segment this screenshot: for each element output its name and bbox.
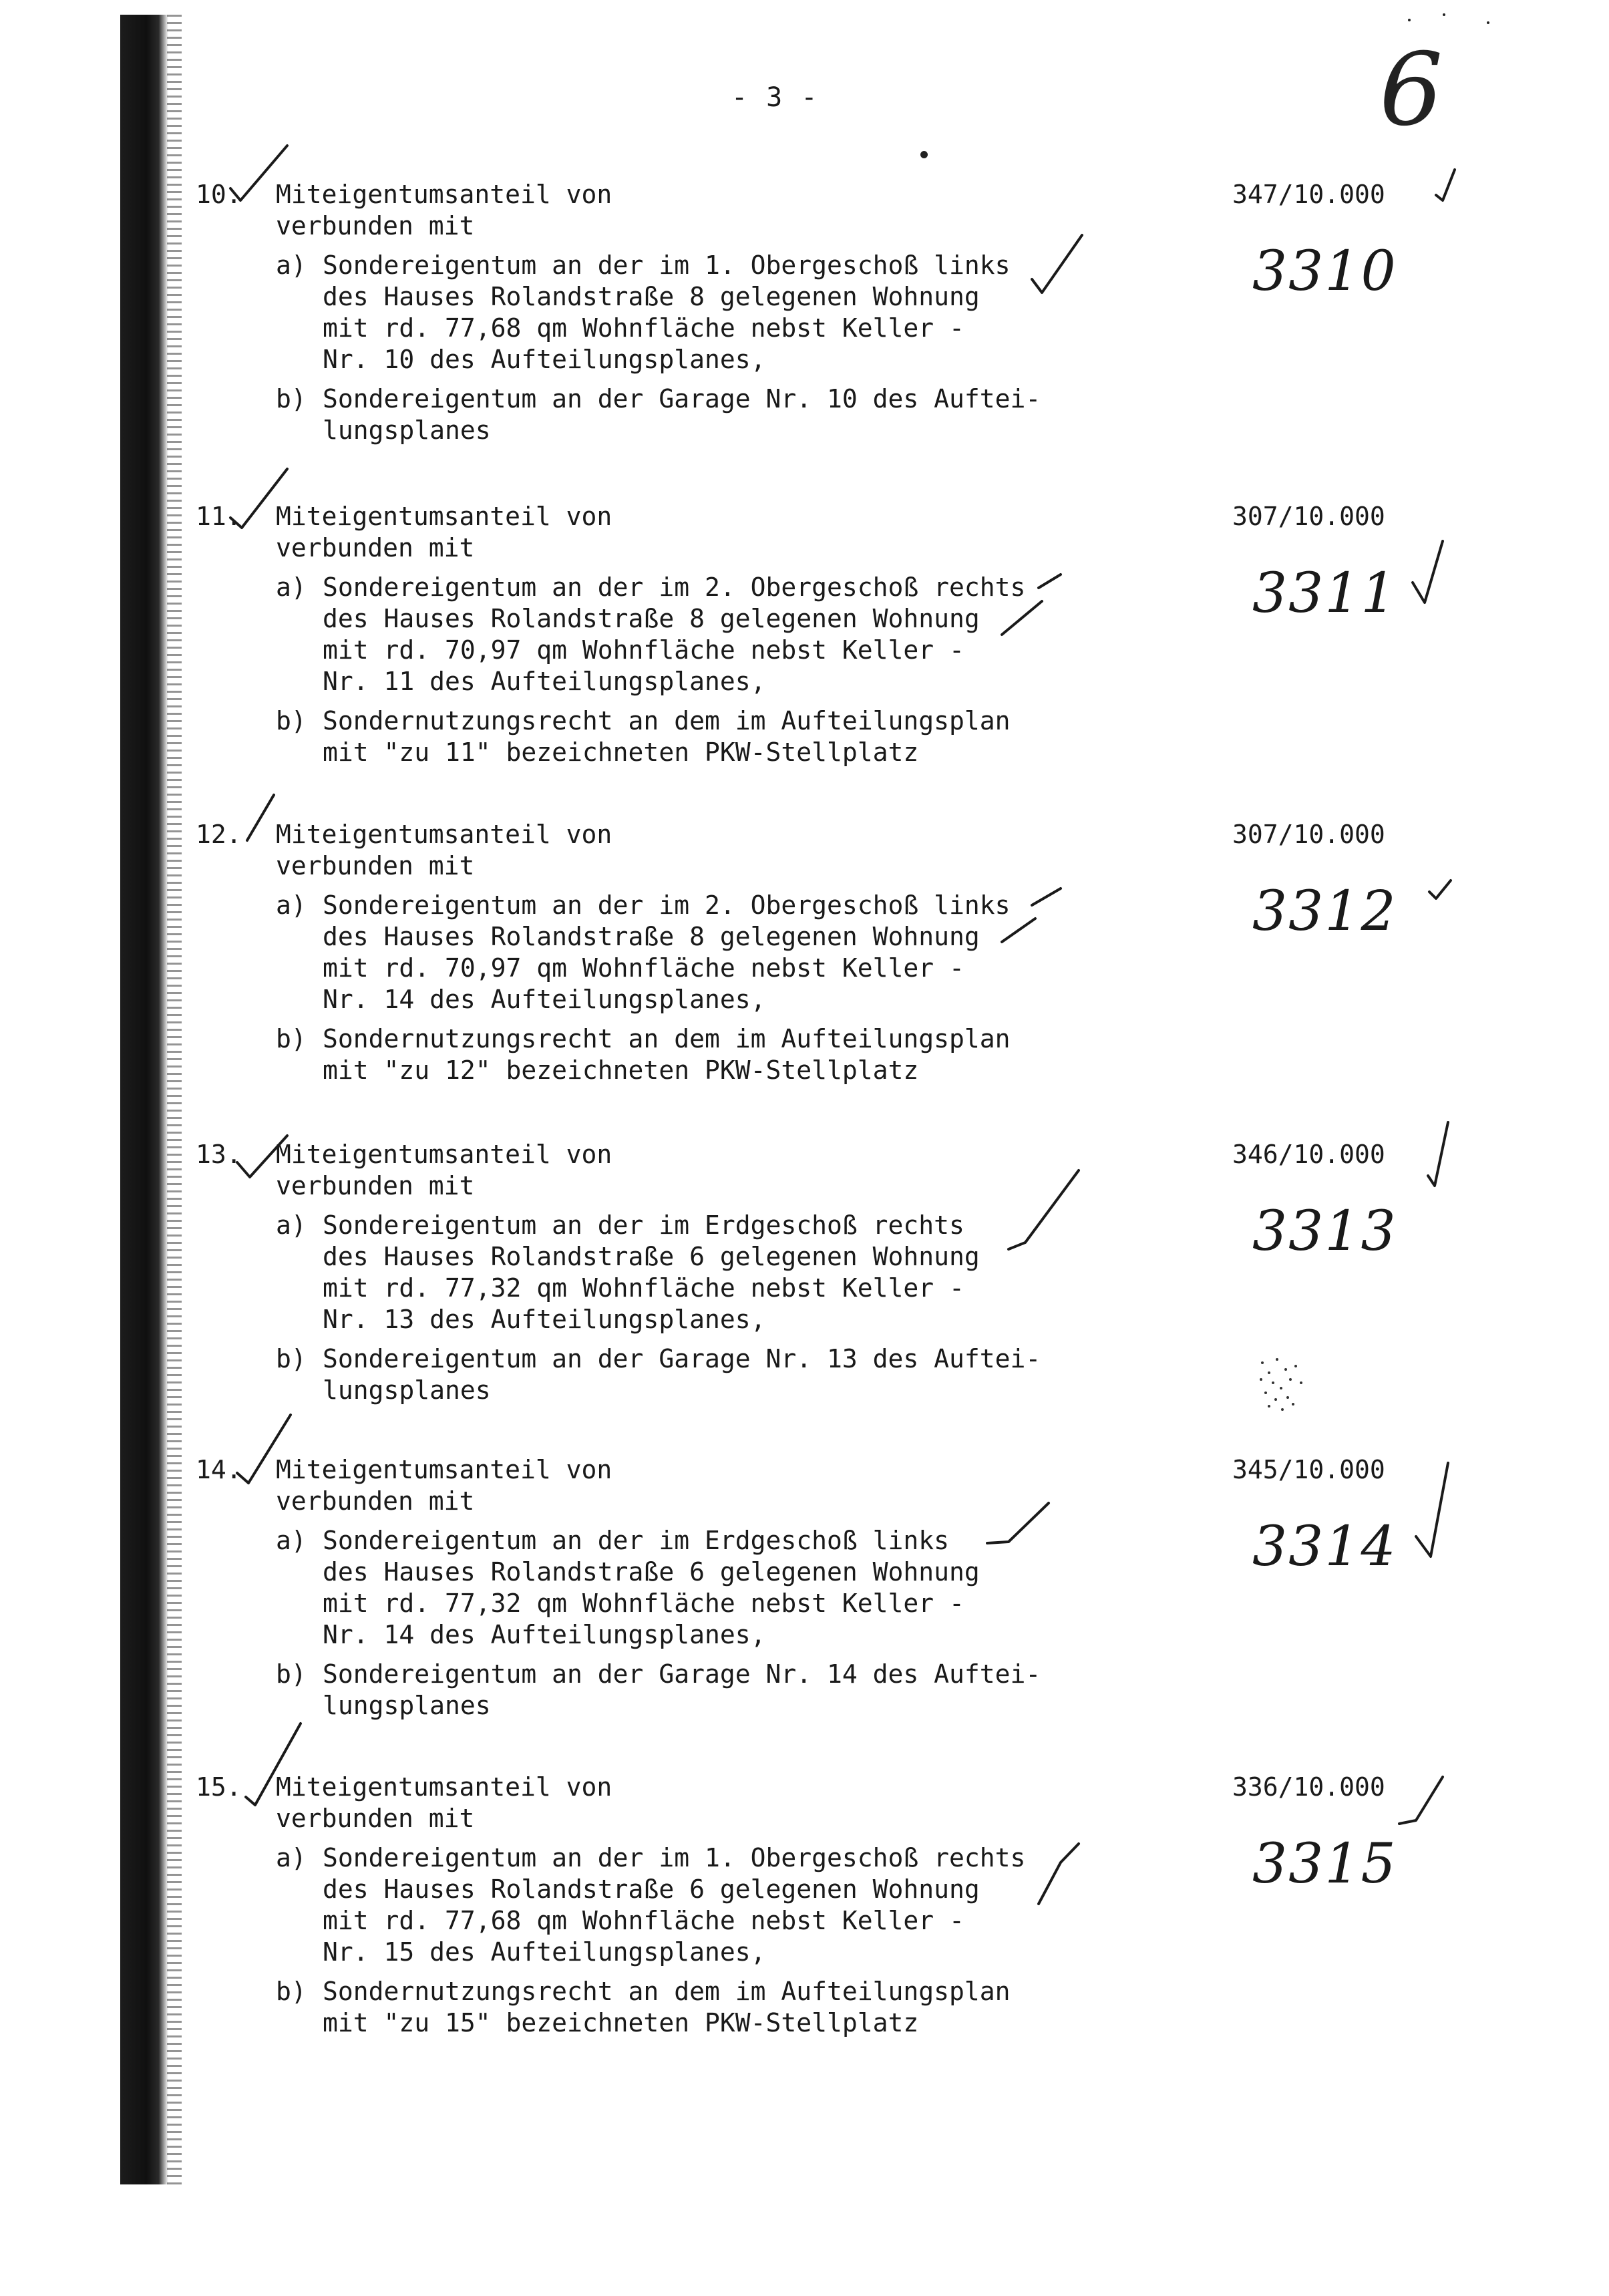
item-letter: b) bbox=[276, 1344, 307, 1373]
entry-heading: Miteigentumsanteil von bbox=[276, 502, 612, 531]
item-letter: a) bbox=[276, 1210, 307, 1240]
item-text: Sondereigentum an der im Erdgeschoß rechts des Hauses Rolandstraße 6 gelegenen Wohnung mit rd. 77,32 qm Wohnfläche nebst Keller - Nr. 13 des Aufteilungsplanes, bbox=[323, 1210, 980, 1334]
entry-number: 13. bbox=[196, 1140, 242, 1169]
handwritten-unit-number: 3314 bbox=[1252, 1515, 1397, 1579]
entry-body bbox=[276, 1139, 1144, 1406]
item-text: Sondereigentum an der Garage Nr. 10 des Auftei- lungsplanes bbox=[323, 384, 1041, 445]
item-letter: b) bbox=[276, 1659, 307, 1689]
item-letter: b) bbox=[276, 1977, 307, 2006]
item-letter: b) bbox=[276, 1024, 307, 1053]
item-letter: a) bbox=[276, 1843, 307, 1872]
item-letter: a) bbox=[276, 251, 307, 280]
check-mark-share-13 bbox=[1428, 1122, 1448, 1186]
scan-edge-shadow bbox=[120, 15, 168, 2184]
item-a bbox=[276, 890, 1144, 1015]
ink-dot bbox=[1487, 21, 1489, 24]
entry-body bbox=[276, 179, 1144, 446]
item-text: Sondereigentum an der im 1. Obergeschoß links des Hauses Rolandstraße 8 gelegenen Wohnung mit rd. 77,68 qm Wohnfläche nebst Keller - Nr. 10 des Aufteilungsplanes, bbox=[323, 251, 1011, 374]
item-a bbox=[276, 1842, 1144, 1968]
item-text: Sondereigentum an der Garage Nr. 13 des Auftei- lungsplanes bbox=[323, 1344, 1041, 1405]
item-text: Sondereigentum an der Garage Nr. 14 des Auftei- lungsplanes bbox=[323, 1659, 1041, 1720]
handwritten-unit-number: 3311 bbox=[1252, 562, 1397, 625]
entry-subheading: verbunden mit bbox=[276, 1171, 475, 1200]
handwritten-page-number: 6 bbox=[1379, 32, 1443, 148]
entry-heading: Miteigentumsanteil von bbox=[276, 1455, 612, 1484]
entry-subheading: verbunden mit bbox=[276, 533, 475, 562]
item-text: Sondernutzungsrecht an dem im Aufteilungsplan mit "zu 12" bezeichneten PKW-Stellplatz bbox=[323, 1024, 1011, 1085]
entry-heading: Miteigentumsanteil von bbox=[276, 1772, 612, 1802]
item-letter: a) bbox=[276, 1526, 307, 1555]
ownership-share: 345/10.000 bbox=[1232, 1455, 1385, 1484]
check-mark-share-10 bbox=[1436, 170, 1455, 200]
item-a bbox=[276, 572, 1144, 697]
ink-dot bbox=[1443, 13, 1445, 16]
item-text: Sondereigentum an der im 2. Obergeschoß links des Hauses Rolandstraße 8 gelegenen Wohnung mit rd. 70,97 qm Wohnfläche nebst Keller - Nr. 14 des Aufteilungsplanes, bbox=[323, 890, 1011, 1014]
entry-heading: Miteigentumsanteil von bbox=[276, 820, 612, 849]
item-letter: a) bbox=[276, 890, 307, 920]
check-mark-handwritten-11 bbox=[1413, 541, 1443, 603]
entry-subheading: verbunden mit bbox=[276, 1486, 475, 1516]
page-number: - 3 - bbox=[731, 82, 819, 113]
ink-dot bbox=[920, 151, 928, 158]
check-mark-handwritten-15 bbox=[1399, 1777, 1443, 1824]
check-mark-handwritten-14 bbox=[1416, 1463, 1448, 1556]
scan-edge-fringe bbox=[167, 15, 182, 2184]
entry-number: 15. bbox=[196, 1772, 242, 1802]
entry-subheading: verbunden mit bbox=[276, 1804, 475, 1833]
entry-number: 11. bbox=[196, 502, 242, 531]
ownership-share: 346/10.000 bbox=[1232, 1140, 1385, 1169]
item-text: Sondernutzungsrecht an dem im Aufteilungsplan mit "zu 11" bezeichneten PKW-Stellplatz bbox=[323, 706, 1011, 767]
entry-number: 14. bbox=[196, 1455, 242, 1484]
item-b bbox=[276, 705, 1144, 768]
entry-heading: Miteigentumsanteil von bbox=[276, 180, 612, 209]
item-text: Sondereigentum an der im Erdgeschoß links des Hauses Rolandstraße 6 gelegenen Wohnung mit rd. 77,32 qm Wohnfläche nebst Keller - Nr. 14 des Aufteilungsplanes, bbox=[323, 1526, 980, 1649]
entry-body bbox=[276, 819, 1144, 1086]
item-text: Sondernutzungsrecht an dem im Aufteilungsplan mit "zu 15" bezeichneten PKW-Stellplatz bbox=[323, 1977, 1011, 2037]
entry-body bbox=[276, 1454, 1144, 1721]
ownership-share: 307/10.000 bbox=[1232, 502, 1385, 531]
ownership-share: 347/10.000 bbox=[1232, 180, 1385, 209]
entry-body bbox=[276, 1772, 1144, 2039]
ownership-share: 336/10.000 bbox=[1232, 1772, 1385, 1802]
entry-number: 10. bbox=[196, 180, 242, 209]
entry-subheading: verbunden mit bbox=[276, 851, 475, 880]
item-b bbox=[276, 1343, 1144, 1406]
item-text: Sondereigentum an der im 1. Obergeschoß rechts des Hauses Rolandstraße 6 gelegenen Wohnung mit rd. 77,68 qm Wohnfläche nebst Keller - Nr. 15 des Aufteilungsplanes, bbox=[323, 1843, 1026, 1967]
item-b bbox=[276, 1659, 1144, 1721]
ownership-share: 307/10.000 bbox=[1232, 820, 1385, 849]
item-a bbox=[276, 250, 1144, 375]
entry-heading: Miteigentumsanteil von bbox=[276, 1140, 612, 1169]
item-b bbox=[276, 1976, 1144, 2039]
item-a bbox=[276, 1210, 1144, 1335]
handwritten-unit-number: 3315 bbox=[1252, 1832, 1397, 1896]
handwritten-unit-number: 3310 bbox=[1252, 240, 1397, 303]
entry-subheading: verbunden mit bbox=[276, 211, 475, 240]
ink-dot bbox=[1408, 19, 1411, 21]
entry-number: 12. bbox=[196, 820, 242, 849]
scan-speckle bbox=[1249, 1343, 1329, 1423]
handwritten-unit-number: 3313 bbox=[1252, 1200, 1397, 1263]
item-letter: b) bbox=[276, 706, 307, 735]
item-letter: b) bbox=[276, 384, 307, 414]
handwritten-unit-number: 3312 bbox=[1252, 880, 1397, 943]
item-b bbox=[276, 383, 1144, 446]
entry-body bbox=[276, 501, 1144, 768]
item-text: Sondereigentum an der im 2. Obergeschoß rechts des Hauses Rolandstraße 8 gelegenen Wohnung mit rd. 70,97 qm Wohnfläche nebst Keller - Nr. 11 des Aufteilungsplanes, bbox=[323, 572, 1026, 696]
item-a bbox=[276, 1525, 1144, 1651]
item-b bbox=[276, 1023, 1144, 1086]
check-mark-handwritten-12 bbox=[1429, 880, 1451, 898]
item-letter: a) bbox=[276, 572, 307, 602]
check-mark-entry-12 bbox=[247, 795, 274, 840]
